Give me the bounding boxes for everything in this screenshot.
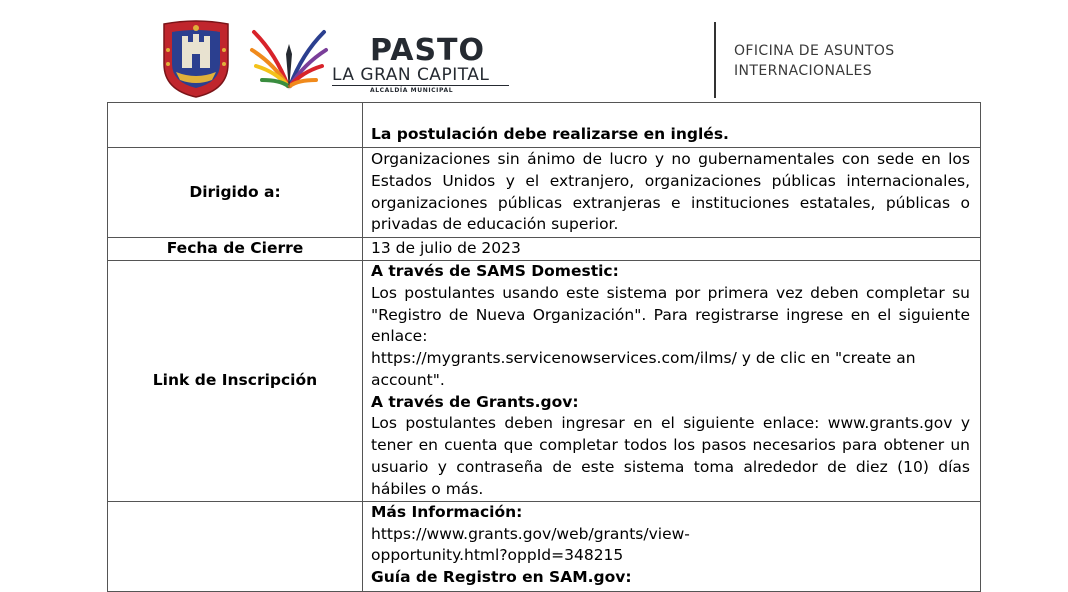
grants-title: A través de Grants.gov: bbox=[371, 392, 579, 411]
more-value bbox=[363, 501, 981, 591]
pasto-coat-of-arms-icon bbox=[158, 20, 234, 98]
grant-info-table bbox=[107, 102, 981, 592]
brand-subtitle: LA GRAN CAPITAL bbox=[332, 65, 490, 85]
guide-title: Guía de Registro en SAM.gov: bbox=[371, 568, 632, 587]
brand-footer: ALCALDÍA MUNICIPAL bbox=[370, 87, 454, 94]
table-row-deadline bbox=[108, 238, 981, 261]
office-name bbox=[734, 41, 895, 81]
grants-text: Los postulantes deben ingresar en el siguiente enlace: www.grants.gov y tener en cuenta que completar todos los pasos necesarios para obtener un usuario y contraseña de este sistema toma alrededor de diez (10) días hábiles o más. bbox=[371, 414, 970, 498]
target-value: Organizaciones sin ánimo de lucro y no gubernamentales con sede en los Estados Unidos y el extranjero, organizaciones públicas internacionales, organizaciones públicas extranjeras e instituciones estatales, públicas o privadas de educación superior. bbox=[363, 148, 981, 238]
target-label: Dirigido a: bbox=[108, 148, 363, 238]
link-value bbox=[363, 260, 981, 501]
sams-text-1: Los postulantes usando este sistema por primera vez deben completar su "Registro de Nueva Organización". Para registrarse ingrese en el siguiente enlace: bbox=[371, 283, 970, 346]
more-url-line-1: https://www.grants.gov/web/grants/view- bbox=[371, 524, 690, 543]
pasto-fan-logo-icon bbox=[248, 24, 330, 94]
deadline-label: Fecha de Cierre bbox=[108, 238, 363, 261]
table-row-language bbox=[108, 103, 981, 148]
link-label: Link de Inscripción bbox=[108, 260, 363, 501]
more-title: Más Información: bbox=[371, 502, 523, 521]
document-header bbox=[0, 0, 1068, 102]
table-row-more bbox=[108, 501, 981, 591]
table-row-target bbox=[108, 148, 981, 238]
deadline-value: 13 de julio de 2023 bbox=[363, 238, 981, 261]
more-label bbox=[108, 501, 363, 591]
office-line-2: INTERNACIONALES bbox=[734, 63, 873, 79]
sams-title: A través de SAMS Domestic: bbox=[371, 261, 619, 280]
brand-underline bbox=[332, 85, 509, 86]
office-line-1: OFICINA DE ASUNTOS bbox=[734, 43, 895, 59]
brand-title: PASTO bbox=[370, 33, 486, 68]
table-label-cell bbox=[108, 103, 363, 148]
table-row-link bbox=[108, 260, 981, 501]
sams-text-2: https://mygrants.servicenowservices.com/ilms/ y de clic en "create an account". bbox=[371, 349, 916, 389]
header-divider bbox=[714, 22, 716, 98]
more-url-line-2: opportunity.html?oppId=348215 bbox=[371, 546, 624, 565]
table-value-cell bbox=[363, 103, 981, 148]
language-requirement: La postulación debe realizarse en inglés. bbox=[371, 125, 729, 144]
